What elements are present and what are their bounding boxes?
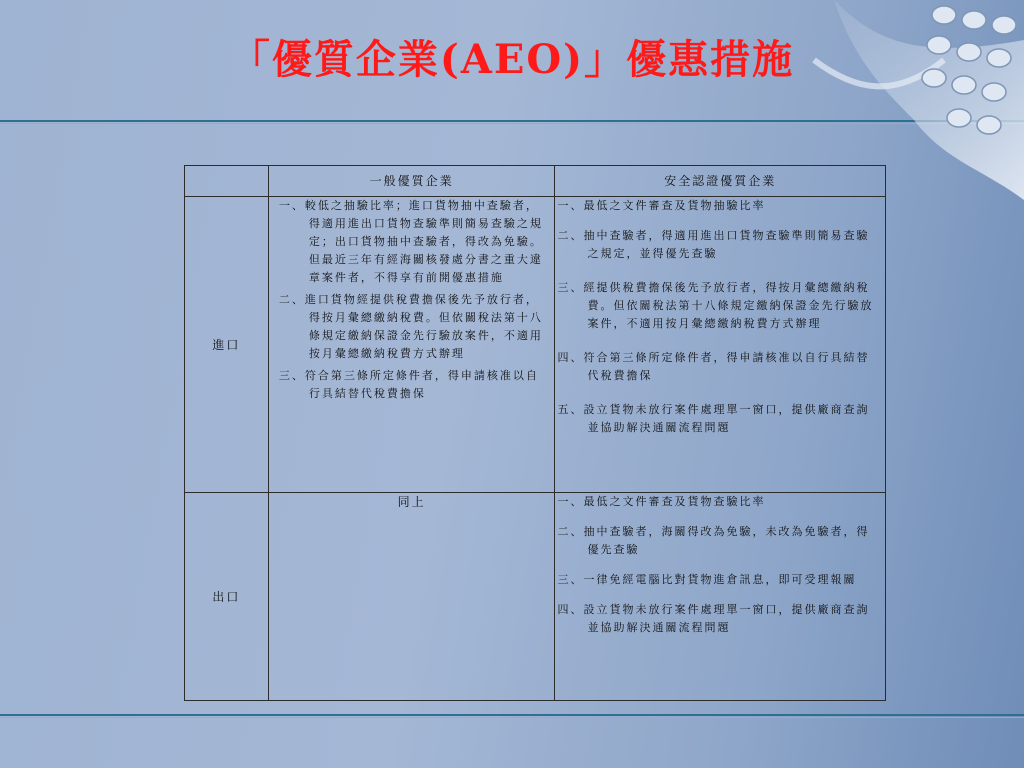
import-general-cell [268,197,555,493]
list-item: 一、最低之文件審查及貨物抽驗比率 [557,199,766,212]
list-item: 二、進口貨物經提供稅費擔保後先予放行者，得按月彙總繳納稅費。但依關稅法第十八條規定繳納保證金先行驗放案件，不適用按月彙總繳納稅費方式辦理 [278,293,543,360]
export-general-cell: 同上 [268,493,555,701]
list-item: 三、一律免經電腦比對貨物進倉訊息，即可受理報關 [557,573,857,586]
row-label-import: 進口 [185,197,269,493]
list-item: 一、最低之文件審查及貨物查驗比率 [557,495,766,508]
footer-rule-highlight [0,717,1024,718]
list-item: 一、較低之抽驗比率；進口貨物抽中查驗者，得適用進出口貨物查驗準則簡易查驗之規定；出口貨物抽中查驗者，得改為免驗。但最近三年有經海關核發處分書之重大違章案件者，不得享有前開優惠措施 [278,199,543,284]
slide-title: 「優質企業(AEO)」優惠措施 [229,36,795,83]
list-item: 四、設立貨物未放行案件處理單一窗口，提供廠商查詢並協助解決通關流程問題 [557,603,870,634]
list-item: 二、抽中查驗者，得適用進出口貨物查驗準則簡易查驗之規定，並得優先查驗 [557,229,870,260]
aeo-comparison-table [184,165,886,701]
header-cell-general: 一般優質企業 [268,166,555,197]
import-security-cell [555,197,886,493]
export-security-cell [555,493,886,701]
list-item: 三、符合第三條所定條件者，得申請核准以自行具結替代稅費擔保 [278,369,539,400]
row-label-export: 出口 [185,493,269,701]
header-cell-security: 安全認證優質企業 [555,166,886,197]
table-header-row [185,166,886,197]
footer-rule [0,714,1024,716]
list-item: 四、符合第三條所定條件者，得申請核准以自行具結替代稅費擔保 [557,351,870,382]
table-row-import [185,197,886,493]
list-item: 二、抽中查驗者，海關得改為免驗，未改為免驗者，得優先查驗 [557,525,870,556]
list-item: 三、經提供稅費擔保後先予放行者，得按月彙總繳納稅費。但依關稅法第十八條規定繳納保證金先行驗放案件，不適用按月彙總繳納稅費方式辦理 [557,281,874,330]
list-item: 五、設立貨物未放行案件處理單一窗口，提供廠商查詢並協助解決通關流程問題 [557,403,870,434]
header-cell-blank [185,166,269,197]
table-row-export [185,493,886,701]
